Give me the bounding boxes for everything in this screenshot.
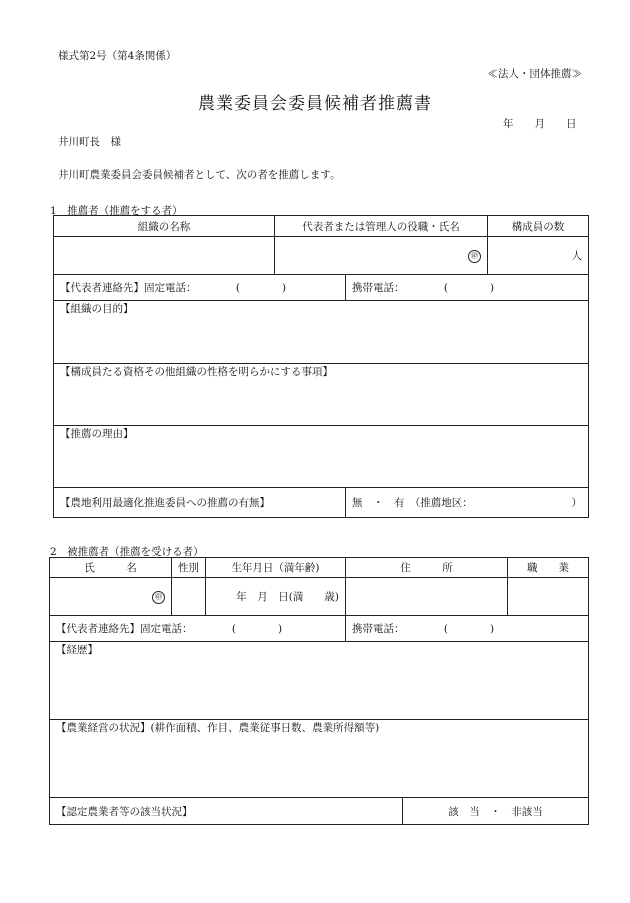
document-title: 農業委員会委員候補者推薦書 — [198, 94, 432, 114]
nominee-contact-label: 【代表者連絡先】固定電話： — [56, 623, 193, 635]
certified-label: 【認定農業者等の該当状況】 — [56, 805, 193, 818]
job-header: 職 業 — [508, 558, 589, 578]
farmland-close: ） — [571, 497, 582, 509]
certified-choice-field[interactable] — [403, 798, 589, 825]
job-field[interactable] — [508, 578, 589, 616]
farmland-label: 【農地利用最適化推進委員への推薦の有無】 — [60, 497, 270, 509]
farming-label: 【農業経営の状況】(耕作面積、作目、農業従事日数、農業所得額等) — [56, 722, 380, 734]
members-header: 構成員の数 — [488, 216, 589, 237]
org-name-header: 組織の名称 — [54, 216, 275, 237]
purpose-field[interactable] — [54, 301, 589, 364]
farmland-choice-field[interactable] — [346, 488, 589, 518]
section1-heading: 1 推薦者（推薦をする者） — [50, 205, 183, 217]
representative-field[interactable] — [275, 237, 488, 275]
mobile-phone-field[interactable] — [346, 275, 589, 301]
org-name-field[interactable] — [54, 237, 275, 275]
nominee-phone-parens: ( ) — [231, 623, 283, 635]
nature-label: 【構成員たる資格その他組織の性格を明らかにする事項】 — [60, 366, 333, 378]
address-header: 住 所 — [346, 558, 508, 578]
date-placeholder: 年 月 日 — [503, 118, 577, 130]
birth-field[interactable] — [206, 578, 346, 616]
addressee: 井川町長 様 — [58, 136, 121, 148]
intro-text: 井川町農業委員会委員候補者として、次の者を推薦します。 — [58, 169, 341, 181]
mobile-parens: ( ) — [443, 282, 495, 294]
career-field[interactable] — [50, 642, 589, 720]
nominee-mobile-phone-field[interactable] — [346, 616, 589, 642]
farmland-label-cell — [54, 488, 346, 518]
section2-heading: 2 被推薦者（推薦を受ける者） — [50, 546, 204, 558]
nominee-name-field[interactable] — [50, 578, 172, 616]
nominee-seal-mark: ㊞ — [152, 591, 165, 604]
contact-label: 【代表者連絡先】固定電話： — [60, 282, 197, 294]
farmland-choice: 無 ・ 有 （推薦地区： — [352, 497, 473, 509]
purpose-label: 【組織の目的】 — [60, 303, 134, 315]
certified-choice: 該 当 ・ 非該当 — [448, 805, 543, 818]
category-label: ≪法人・団体推薦≫ — [487, 68, 582, 80]
reason-field[interactable] — [54, 426, 589, 488]
mobile-label: 携帯電話： — [352, 282, 405, 294]
recommender-table — [53, 215, 589, 518]
nominee-mobile-label: 携帯電話： — [352, 623, 405, 635]
address-field[interactable] — [346, 578, 508, 616]
nominee-fixed-phone-field[interactable] — [50, 616, 346, 642]
members-field[interactable] — [488, 237, 589, 275]
members-unit: 人 — [571, 250, 582, 262]
sex-field[interactable] — [172, 578, 206, 616]
form-number: 様式第2号（第4条関係） — [58, 50, 177, 62]
nominee-mobile-parens: ( ) — [443, 623, 495, 635]
nature-field[interactable] — [54, 364, 589, 426]
farming-status-field[interactable] — [50, 720, 589, 798]
career-label: 【経歴】 — [56, 644, 98, 656]
phone-parens: ( ) — [235, 282, 287, 294]
nominee-table — [49, 557, 589, 825]
name-header: 氏 名 — [50, 558, 172, 578]
certified-label-cell — [50, 798, 403, 825]
birth-header: 生年月日（満年齢) — [206, 558, 346, 578]
reason-label: 【推薦の理由】 — [60, 428, 134, 440]
fixed-phone-field[interactable] — [54, 275, 346, 301]
representative-header: 代表者または管理人の役職・氏名 — [275, 216, 488, 237]
sex-header: 性別 — [172, 558, 206, 578]
birth-value: 年 月 日(満 歳) — [236, 591, 339, 603]
seal-mark: ㊞ — [468, 250, 481, 263]
